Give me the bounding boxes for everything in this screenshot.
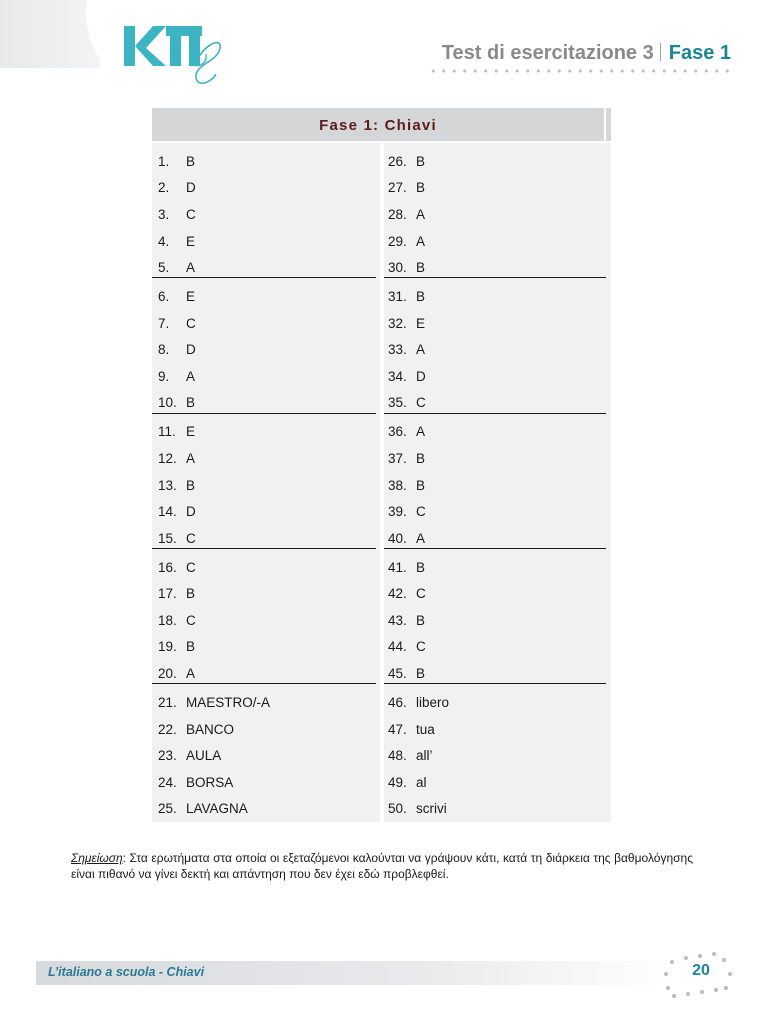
answer-value: A — [416, 424, 426, 440]
question-number: 8. — [158, 342, 170, 358]
answer-row — [152, 201, 376, 228]
question-number: 10. — [158, 395, 177, 411]
answer-row — [384, 148, 606, 175]
answer-row — [152, 769, 376, 796]
answer-value: C — [416, 586, 426, 602]
answer-value: C — [186, 315, 196, 331]
answer-value: C — [186, 612, 196, 628]
answer-row — [384, 634, 606, 661]
answer-value: A — [416, 233, 426, 249]
answer-value: B — [416, 477, 426, 493]
question-number: 49. — [388, 774, 407, 790]
answer-row — [384, 660, 606, 687]
question-number: 44. — [388, 639, 407, 655]
question-number: 9. — [158, 368, 170, 384]
answer-row — [152, 254, 376, 281]
answer-value: B — [186, 153, 196, 169]
question-number: 12. — [158, 450, 177, 466]
answer-row — [384, 336, 606, 363]
question-number: 33. — [388, 342, 407, 358]
answer-row — [152, 472, 376, 499]
question-number: 28. — [388, 206, 407, 222]
answer-row — [152, 607, 376, 634]
answer-row — [152, 498, 376, 525]
question-number: 18. — [158, 612, 177, 628]
answer-value: D — [186, 342, 196, 358]
answer-row — [152, 660, 376, 687]
note-text: : Στα ερωτήματα στα οποία οι εξεταζόμενοι καλούνται να γράψουν κάτι, κατά τη διάρκεια της βαθμολόγησης είναι πιθανό να γίνει δεκτή και απάντηση που δεν έχει εδώ προβλεφθεί. — [71, 851, 693, 881]
answer-value: LAVAGNA — [186, 801, 248, 817]
answer-value: libero — [416, 694, 450, 710]
answer-value: B — [186, 639, 196, 655]
question-number: 24. — [158, 774, 177, 790]
question-number: 32. — [388, 315, 407, 331]
answer-value: A — [186, 368, 196, 384]
answer-row — [384, 310, 606, 337]
answer-value: D — [186, 504, 196, 520]
answer-value: B — [186, 586, 196, 602]
answer-value: BORSA — [186, 774, 234, 790]
corner-decoration — [0, 0, 100, 68]
answer-row — [384, 742, 606, 769]
footer-title: L’italiano a scuola - Chiavi — [48, 965, 205, 979]
answer-value: B — [416, 180, 426, 196]
question-number: 3. — [158, 206, 170, 222]
question-number: 38. — [388, 477, 407, 493]
question-number: 41. — [388, 559, 407, 575]
answer-group — [384, 684, 606, 818]
answer-group — [384, 278, 606, 413]
answer-value: C — [416, 395, 426, 411]
question-number: 6. — [158, 289, 170, 305]
answer-row — [152, 796, 376, 823]
answer-row — [152, 310, 376, 337]
note-label: Σημείωση — [71, 851, 123, 865]
answer-row — [152, 689, 376, 716]
question-number: 2. — [158, 180, 170, 196]
question-number: 16. — [158, 559, 177, 575]
answer-value: D — [186, 180, 196, 196]
question-number: 34. — [388, 368, 407, 384]
question-number: 23. — [158, 748, 177, 764]
answer-value: A — [186, 450, 196, 466]
answer-row — [384, 498, 606, 525]
question-number: 46. — [388, 694, 407, 710]
answer-value: B — [416, 153, 426, 169]
test-label: Test di esercitazione 3 — [441, 42, 654, 64]
answer-row — [152, 742, 376, 769]
table-title: Fase 1: Chiavi — [319, 117, 437, 134]
answer-value: tua — [416, 721, 435, 737]
answer-group — [152, 684, 376, 818]
answer-row — [384, 201, 606, 228]
phase-label: Fase 1 — [668, 42, 731, 64]
question-number: 50. — [388, 801, 407, 817]
answer-value: A — [416, 342, 426, 358]
question-number: 1. — [158, 153, 170, 169]
answer-value: C — [416, 639, 426, 655]
answers-column-left — [152, 143, 380, 822]
answer-value: E — [186, 424, 196, 440]
answer-value: C — [416, 504, 426, 520]
question-number: 11. — [158, 424, 176, 440]
answer-row — [152, 554, 376, 581]
question-number: 4. — [158, 233, 170, 249]
answer-group — [384, 549, 606, 684]
answer-row — [384, 769, 606, 796]
answer-value: B — [416, 289, 426, 305]
answer-value: A — [416, 530, 426, 546]
header-separator — [660, 43, 661, 61]
question-number: 48. — [388, 748, 407, 764]
answer-row — [384, 254, 606, 281]
answer-value: scrivi — [416, 801, 447, 817]
answer-value: al — [416, 774, 427, 790]
answer-value: A — [416, 206, 426, 222]
answer-key-table — [152, 108, 611, 822]
question-number: 27. — [388, 180, 407, 196]
header-dotted-rule — [428, 69, 732, 73]
question-number: 40. — [388, 530, 407, 546]
kpg-logo — [120, 18, 230, 90]
table-header-edge — [604, 108, 611, 141]
answer-row — [152, 716, 376, 743]
question-number: 35. — [388, 395, 407, 411]
answer-row — [152, 634, 376, 661]
question-number: 39. — [388, 504, 407, 520]
question-number: 30. — [388, 260, 407, 276]
answer-value: B — [416, 612, 426, 628]
answer-group — [384, 414, 606, 549]
question-number: 20. — [158, 666, 177, 682]
question-number: 7. — [158, 315, 170, 331]
answer-row — [384, 716, 606, 743]
question-number: 17. — [158, 586, 177, 602]
answer-row — [152, 419, 376, 446]
answer-row — [384, 228, 606, 255]
answer-row — [384, 175, 606, 202]
answer-row — [152, 580, 376, 607]
answer-group — [152, 278, 376, 413]
table-header — [152, 108, 604, 142]
answer-group — [152, 143, 376, 278]
answer-row — [152, 283, 376, 310]
answer-group — [152, 414, 376, 549]
page-number: 20 — [692, 962, 710, 979]
answer-value: B — [416, 450, 426, 466]
answer-value: all’ — [416, 748, 433, 764]
answer-row — [384, 689, 606, 716]
answer-group — [384, 143, 606, 278]
answer-row — [152, 148, 376, 175]
answer-row — [152, 228, 376, 255]
answers-column-right — [384, 143, 611, 822]
question-number: 45. — [388, 666, 407, 682]
answer-value: B — [186, 395, 196, 411]
answer-row — [384, 419, 606, 446]
question-number: 5. — [158, 260, 170, 276]
question-number: 36. — [388, 424, 407, 440]
question-number: 19. — [158, 639, 177, 655]
answer-value: C — [186, 530, 196, 546]
answer-value: E — [186, 233, 196, 249]
answer-row — [384, 525, 606, 552]
answer-row — [384, 607, 606, 634]
answer-row — [152, 363, 376, 390]
answer-row — [384, 390, 606, 417]
answer-value: C — [186, 559, 196, 575]
answer-value: B — [186, 477, 196, 493]
answer-row — [152, 445, 376, 472]
answer-value: C — [186, 206, 196, 222]
answer-row — [152, 175, 376, 202]
question-number: 26. — [388, 153, 407, 169]
answer-row — [152, 525, 376, 552]
question-number: 22. — [158, 721, 177, 737]
question-number: 15. — [158, 530, 177, 546]
answer-value: B — [416, 559, 426, 575]
question-number: 29. — [388, 233, 407, 249]
answer-row — [384, 283, 606, 310]
answer-value: MAESTRO/-A — [186, 694, 271, 710]
question-number: 43. — [388, 612, 407, 628]
grading-note — [71, 850, 693, 882]
answer-value: A — [186, 666, 196, 682]
answer-value: AULA — [186, 748, 222, 764]
question-number: 25. — [158, 801, 177, 817]
answer-value: E — [416, 315, 426, 331]
answer-value: B — [416, 260, 426, 276]
answer-row — [384, 363, 606, 390]
answer-value: A — [186, 260, 196, 276]
answer-value: BANCO — [186, 721, 235, 737]
question-number: 47. — [388, 721, 407, 737]
answer-row — [384, 554, 606, 581]
page-header-title — [442, 42, 731, 65]
answer-row — [152, 336, 376, 363]
answer-value: D — [416, 368, 426, 384]
question-number: 37. — [388, 450, 407, 466]
question-number: 21. — [158, 694, 177, 710]
question-number: 14. — [158, 504, 177, 520]
answer-value: E — [186, 289, 196, 305]
answer-row — [384, 580, 606, 607]
answer-row — [384, 796, 606, 823]
answer-row — [384, 445, 606, 472]
question-number: 31. — [388, 289, 407, 305]
answer-value: B — [416, 666, 426, 682]
question-number: 13. — [158, 477, 177, 493]
answer-row — [384, 472, 606, 499]
answer-row — [152, 390, 376, 417]
question-number: 42. — [388, 586, 407, 602]
answer-group — [152, 549, 376, 684]
